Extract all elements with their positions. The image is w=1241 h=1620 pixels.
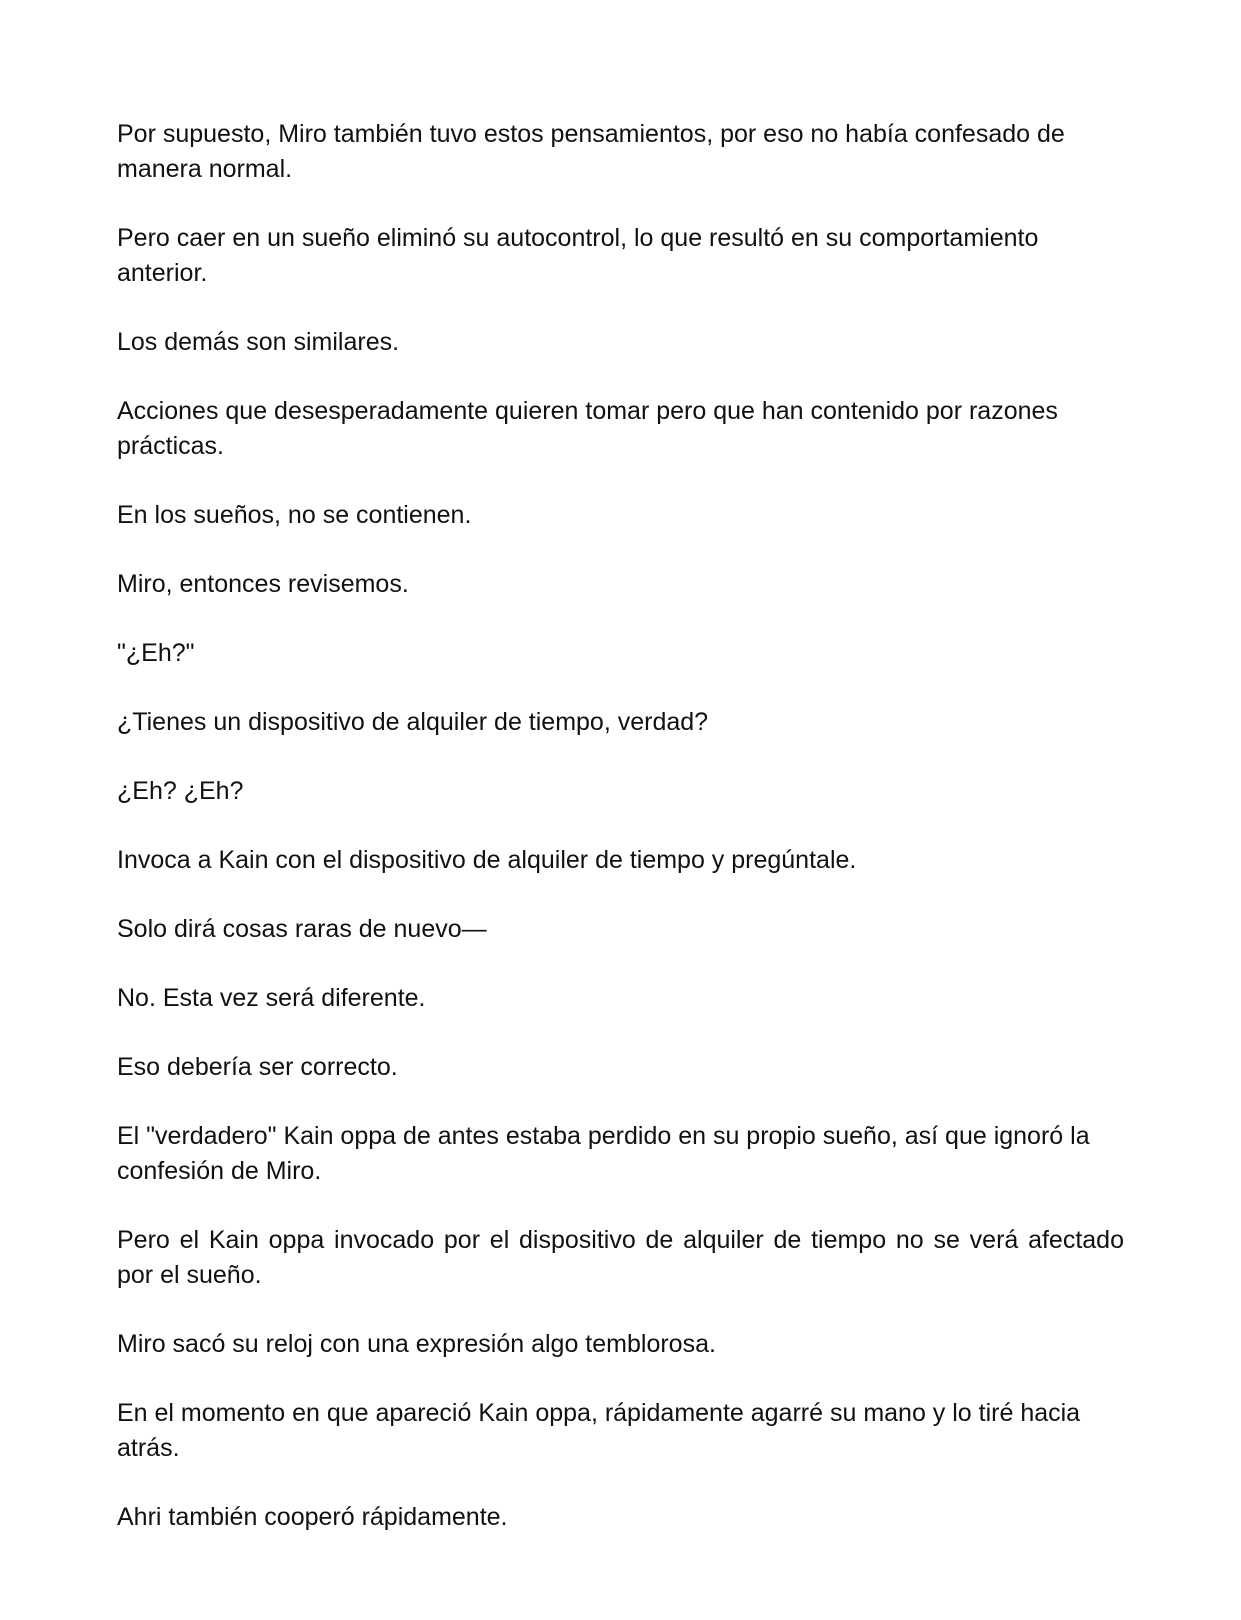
paragraph: Miro sacó su reloj con una expresión algo temblorosa. bbox=[117, 1330, 716, 1358]
paragraph: Pero el Kain oppa invocado por el dispositivo de alquiler de tiempo no se verá afectado por el sueño. bbox=[117, 1226, 1124, 1289]
paragraph: Los demás son similares. bbox=[117, 328, 400, 356]
paragraph: Ahri también cooperó rápidamente. bbox=[117, 1503, 508, 1531]
paragraph: Por supuesto, Miro también tuvo estos pensamientos, por eso no había confesado de manera normal. bbox=[117, 120, 1065, 183]
paragraph: ¿Tienes un dispositivo de alquiler de tiempo, verdad? bbox=[117, 708, 709, 736]
paragraph: No. Esta vez será diferente. bbox=[117, 984, 426, 1012]
paragraph: Eso debería ser correcto. bbox=[117, 1053, 398, 1081]
paragraph: "¿Eh?" bbox=[117, 639, 195, 667]
paragraph: El "verdadero" Kain oppa de antes estaba perdido en su propio sueño, así que ignoró la confesión de Miro. bbox=[117, 1122, 1090, 1185]
paragraph: Invoca a Kain con el dispositivo de alquiler de tiempo y pregúntale. bbox=[117, 846, 857, 874]
paragraph: ¿Eh? ¿Eh? bbox=[117, 777, 244, 805]
paragraph: Solo dirá cosas raras de nuevo— bbox=[117, 915, 487, 943]
paragraph: En los sueños, no se contienen. bbox=[117, 501, 472, 529]
paragraph: En el momento en que apareció Kain oppa, rápidamente agarré su mano y lo tiré hacia atrás. bbox=[117, 1399, 1081, 1462]
document-body bbox=[117, 117, 1124, 1569]
paragraph: Miro, entonces revisemos. bbox=[117, 570, 409, 598]
paragraph: Pero caer en un sueño eliminó su autocontrol, lo que resultó en su comportamiento anterior. bbox=[117, 224, 1039, 287]
paragraph: Acciones que desesperadamente quieren tomar pero que han contenido por razones prácticas. bbox=[117, 397, 1058, 460]
